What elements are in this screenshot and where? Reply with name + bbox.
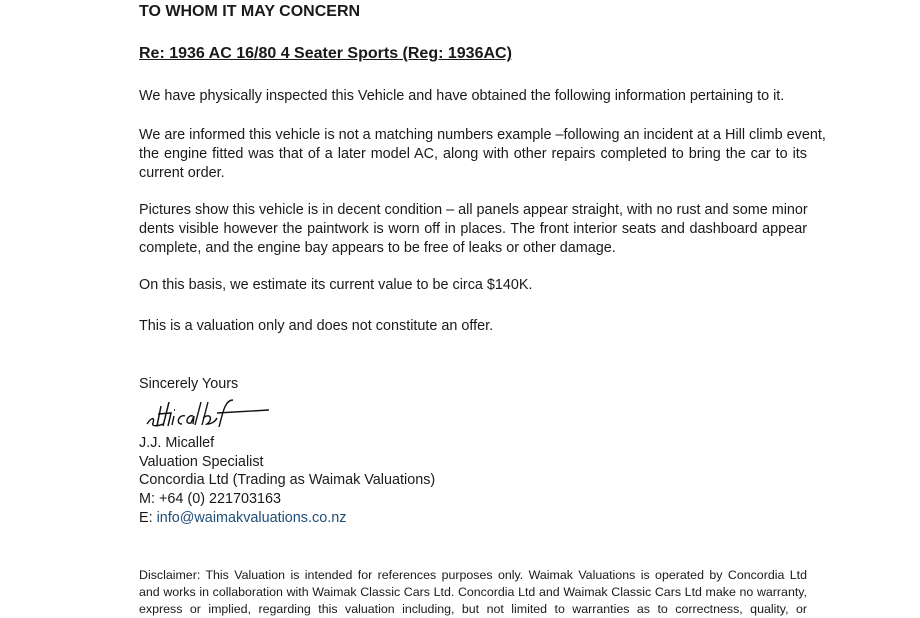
paragraph-condition [139,201,807,258]
closing-text: Sincerely Yours [139,376,239,392]
paragraph-estimate: On this basis, we estimate its current value to be circa $140K. [139,277,533,293]
paragraph-line: current order. [139,165,225,181]
subject-heading: Re: 1936 AC 16/80 4 Seater Sports (Reg: 1936AC) [139,45,512,62]
salutation-heading: TO WHOM IT MAY CONCERN [139,3,361,20]
signature-image [141,396,273,430]
signer-company: Concordia Ltd (Trading as Waimak Valuations) [139,472,436,489]
email-label: E: [139,509,153,526]
paragraph-line: complete, and the engine bay appears to be free of leaks or other damage. [139,240,616,256]
phone-number: +64 (0) 221703163 [159,491,282,508]
paragraph-line: We are informed this vehicle is not a matching numbers example –following an incident at a Hill climb event, [139,127,826,143]
disclaimer-line: and works in collaboration with Waimak Classic Cars Ltd. Concordia Ltd and Waimak Classic Cars Ltd make no warranty, [139,585,807,599]
disclaimer-line: express or implied, regarding this valuation including, but not limited to warranties as to correctness, quality, or [139,602,807,616]
signer-block [139,434,435,528]
paragraph-line: Pictures show this vehicle is in decent condition – all panels appear straight, with no rust and some minor [139,202,808,218]
paragraph-not-offer: This is a valuation only and does not constitute an offer. [139,318,494,334]
phone-label: M: [139,491,155,508]
paragraph-line: dents visible however the paintwork is worn off in places. The front interior seats and dashboard appear [139,221,807,237]
paragraph-inspection: We have physically inspected this Vehicle and have obtained the following information pertaining to it. [139,88,785,104]
paragraph-line: the engine fitted was that of a later model AC, along with other repairs completed to bring the car to its [139,146,807,162]
disclaimer [139,567,807,618]
email-link[interactable]: info@waimakvaluations.co.nz [156,509,347,526]
disclaimer-line: Disclaimer: This Valuation is intended for references purposes only. Waimak Valuations is operated by Concordia Ltd [139,568,807,582]
signer-name: J.J. Micallef [139,435,215,451]
paragraph-matching-numbers [139,126,826,183]
signer-phone [139,490,435,509]
signer-title: Valuation Specialist [139,453,264,470]
signer-email [139,509,435,528]
